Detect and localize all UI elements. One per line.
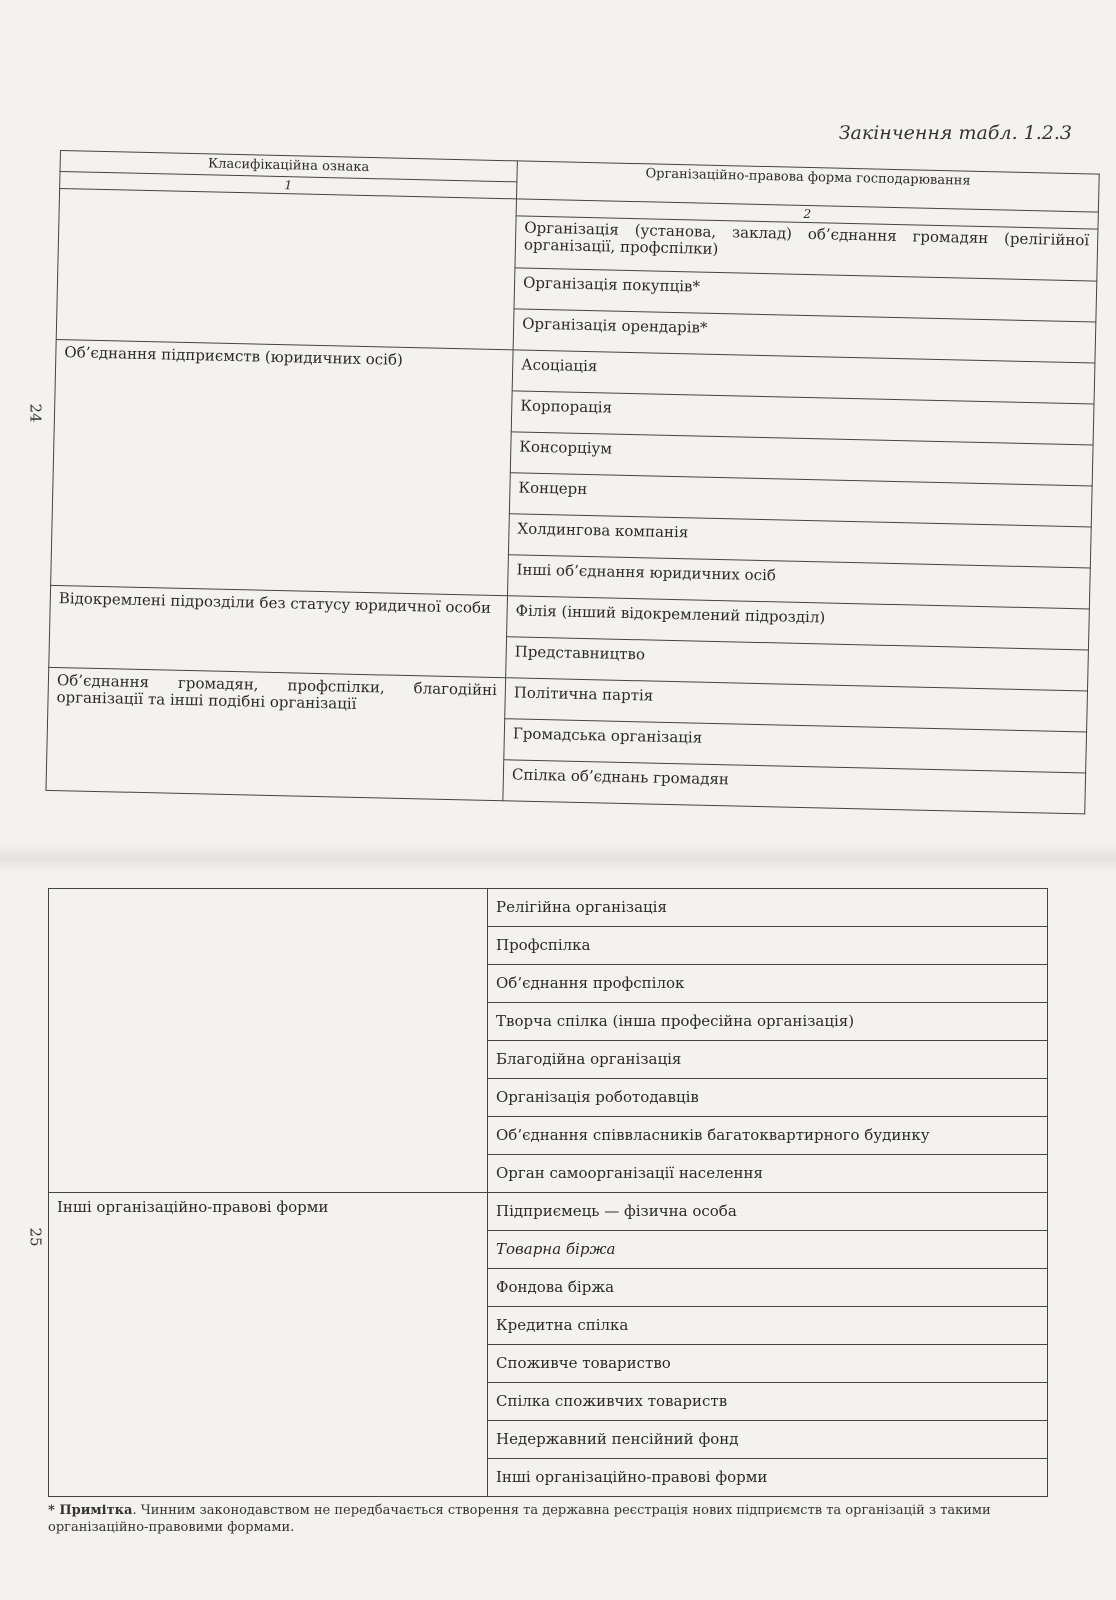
legal-form-cell: Товарна біржа xyxy=(488,1231,1048,1269)
legal-form-cell: Спілка об’єднань громадян xyxy=(503,760,1086,814)
page-number: 24 xyxy=(26,403,45,423)
legal-form-cell: Релігійна організація xyxy=(488,889,1048,927)
legal-form-cell: Спілка споживчих товариств xyxy=(488,1383,1048,1421)
legal-form-cell: Філія (інший відокремлений підрозділ) xyxy=(507,596,1090,650)
legal-form-cell: Організація орендарів* xyxy=(513,309,1096,363)
group-cell: Інші організаційно-правові форми xyxy=(49,1193,488,1497)
legal-form-cell: Об’єднання співвласників багатоквартирного будинку xyxy=(488,1117,1048,1155)
column-index: 2 xyxy=(516,199,1098,229)
legal-form-cell: Представництво xyxy=(506,637,1089,691)
group-cell: Відокремлені підрозділи без статусу юридичної особи xyxy=(49,585,508,677)
legal-form-cell: Фондова біржа xyxy=(488,1269,1048,1307)
legal-form-cell: Холдингова компанія xyxy=(508,514,1091,568)
classification-table xyxy=(45,150,1099,814)
legal-form-cell: Корпорація xyxy=(511,391,1094,445)
legal-form-cell: Політична партія xyxy=(505,678,1088,732)
legal-form-cell: Орган самоорганізації населення xyxy=(488,1155,1048,1193)
page-divider xyxy=(0,845,1116,873)
page-number: 25 xyxy=(26,1227,45,1247)
header-legal-form: Організаційно-правова форма господарювання xyxy=(517,161,1100,212)
legal-form-cell: Творча спілка (інша професійна організація) xyxy=(488,1003,1048,1041)
legal-form-cell: Організація покупців* xyxy=(514,268,1097,322)
table-continuation-caption: Закінчення табл. 1.2.3 xyxy=(838,122,1072,144)
header-classification-feature: Класифікаційна ознака xyxy=(60,151,517,182)
legal-form-cell: Підприємець — фізична особа xyxy=(488,1193,1048,1231)
classification-table-continued xyxy=(48,888,1048,1497)
legal-form-cell: Недержавний пенсійний фонд xyxy=(488,1421,1048,1459)
footnote-mark: * Примітка xyxy=(48,1503,133,1518)
legal-form-cell: Кредитна спілка xyxy=(488,1307,1048,1345)
legal-form-cell: Об’єднання профспілок xyxy=(488,965,1048,1003)
footnote xyxy=(48,1502,1048,1536)
legal-form-cell: Споживче товариство xyxy=(488,1345,1048,1383)
legal-form-cell: Концерн xyxy=(509,473,1092,527)
legal-form-cell: Інші об’єднання юридичних осіб xyxy=(508,555,1091,609)
legal-form-cell: Асоціація xyxy=(512,350,1095,404)
column-index: 1 xyxy=(60,172,517,199)
group-cell: Об’єднання громадян, профспілки, благодійні організації та інші подібні організації xyxy=(46,667,506,800)
group-cell xyxy=(56,189,516,350)
legal-form-cell: Організація роботодавців xyxy=(488,1079,1048,1117)
legal-form-cell: Благодійна організація xyxy=(488,1041,1048,1079)
legal-form-cell: Консорціум xyxy=(510,432,1093,486)
legal-form-cell: Громадська організація xyxy=(504,719,1087,773)
legal-form-cell: Профспілка xyxy=(488,927,1048,965)
legal-form-cell: Організація (установа, заклад) об’єднання громадян (релігійної організації, профспілки) xyxy=(515,216,1098,281)
group-cell xyxy=(49,889,488,1193)
legal-form-cell: Інші організаційно-правові форми xyxy=(488,1459,1048,1497)
group-cell: Об’єднання підприємств (юридичних осіб) xyxy=(51,339,513,595)
footnote-text: . Чинним законодавством не передбачається створення та державна реєстрація нових підприємств та організацій з такими організаційно-правовими формами. xyxy=(48,1503,991,1535)
